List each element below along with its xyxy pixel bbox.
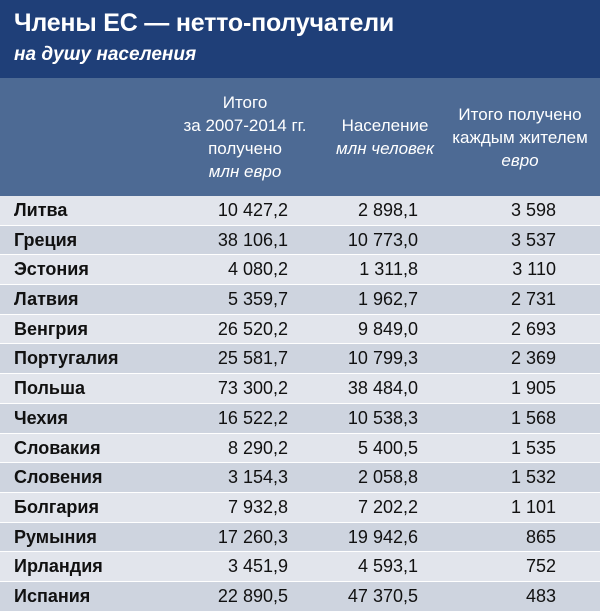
- table-row: [0, 493, 600, 523]
- per-capita-cell: 483: [525, 585, 556, 606]
- header-total: [160, 78, 330, 196]
- table-row: [0, 285, 600, 315]
- table-row: [0, 434, 600, 464]
- header-population-unit: млн человек: [335, 139, 435, 158]
- total-cell: 25 581,7: [217, 348, 288, 369]
- per-capita-cell: 2 369: [510, 348, 556, 369]
- table-row: [0, 582, 600, 611]
- per-capita-cell: 1 532: [510, 467, 556, 488]
- total-cell: 16 522,2: [217, 407, 288, 428]
- per-capita-cell: 865: [525, 526, 556, 547]
- country-cell: Словакия: [14, 437, 101, 458]
- country-cell: Испания: [14, 585, 91, 606]
- total-cell: 22 890,5: [217, 585, 288, 606]
- country-cell: Эстония: [14, 259, 89, 280]
- per-capita-cell: 3 110: [512, 259, 556, 280]
- population-cell: 1 962,7: [357, 289, 418, 310]
- per-capita-cell: 2 731: [510, 289, 556, 310]
- country-cell: Польша: [14, 378, 85, 399]
- table-row: [0, 344, 600, 374]
- per-capita-cell: 1 905: [510, 378, 556, 399]
- per-capita-cell: 3 598: [510, 200, 556, 220]
- title-block: [0, 0, 600, 78]
- header-population: [330, 78, 440, 196]
- table-row: [0, 463, 600, 493]
- country-cell: Ирландия: [14, 556, 103, 577]
- header-per-capita-line: каждым жителем: [452, 127, 588, 147]
- header-total-line: получено: [208, 139, 282, 158]
- country-cell: Португалия: [14, 348, 119, 369]
- table-row: [0, 255, 600, 285]
- per-capita-cell: 1 568: [510, 407, 556, 428]
- header-total-unit: млн евро: [208, 162, 282, 181]
- population-cell: 5 400,5: [357, 437, 418, 458]
- country-cell: Греция: [14, 229, 78, 250]
- header-per-capita: [440, 78, 600, 196]
- total-cell: 38 106,1: [217, 229, 288, 250]
- header-per-capita-line: Итого получено: [458, 104, 582, 124]
- table-row: [0, 404, 600, 434]
- header-per-capita-unit: евро: [501, 150, 539, 170]
- per-capita-cell: 2 693: [510, 318, 556, 339]
- table-row: [0, 374, 600, 404]
- total-cell: 26 520,2: [217, 318, 288, 339]
- population-cell: 38 484,0: [347, 378, 418, 399]
- country-cell: Словения: [14, 467, 103, 488]
- country-cell: Литва: [14, 200, 68, 220]
- country-cell: Латвия: [14, 289, 79, 310]
- page-subtitle: на душу населения: [14, 44, 197, 65]
- total-cell: 3 154,3: [227, 467, 288, 488]
- table-row: [0, 226, 600, 256]
- population-cell: 10 538,3: [347, 407, 418, 428]
- table-row: [0, 523, 600, 553]
- population-cell: 1 311,8: [359, 259, 418, 280]
- per-capita-cell: 3 537: [510, 229, 556, 250]
- total-cell: 8 290,2: [227, 437, 288, 458]
- table-row: [0, 552, 600, 582]
- header-total-line: за 2007-2014 гг.: [183, 116, 307, 135]
- population-cell: 9 849,0: [357, 318, 418, 339]
- table-body: [0, 196, 600, 611]
- total-cell: 7 932,8: [227, 496, 288, 517]
- total-cell: 73 300,2: [217, 378, 288, 399]
- population-cell: 7 202,2: [357, 496, 418, 517]
- population-cell: 4 593,1: [357, 556, 418, 577]
- per-capita-cell: 1 535: [510, 437, 556, 458]
- total-cell: 4 080,2: [227, 259, 288, 280]
- country-cell: Венгрия: [14, 318, 88, 339]
- country-cell: Чехия: [14, 407, 68, 428]
- table-row: [0, 315, 600, 345]
- total-cell: 5 359,7: [227, 289, 288, 310]
- header-total-line: Итого: [222, 93, 268, 112]
- population-cell: 19 942,6: [347, 526, 418, 547]
- population-cell: 2 898,1: [357, 200, 418, 220]
- total-cell: 17 260,3: [217, 526, 288, 547]
- country-cell: Румыния: [14, 526, 97, 547]
- total-cell: 10 427,2: [217, 200, 288, 220]
- total-cell: 3 451,9: [227, 556, 288, 577]
- per-capita-cell: 752: [525, 556, 556, 577]
- table-row: [0, 196, 600, 226]
- population-cell: 2 058,8: [357, 467, 418, 488]
- population-cell: 47 370,5: [347, 585, 418, 606]
- header-population-line: Население: [341, 116, 429, 135]
- page-title: Члены ЕС — нетто-получатели: [14, 9, 395, 37]
- country-cell: Болгария: [14, 496, 99, 517]
- population-cell: 10 799,3: [347, 348, 418, 369]
- population-cell: 10 773,0: [347, 229, 418, 250]
- per-capita-cell: 1 101: [510, 496, 556, 517]
- table-header: [0, 78, 600, 196]
